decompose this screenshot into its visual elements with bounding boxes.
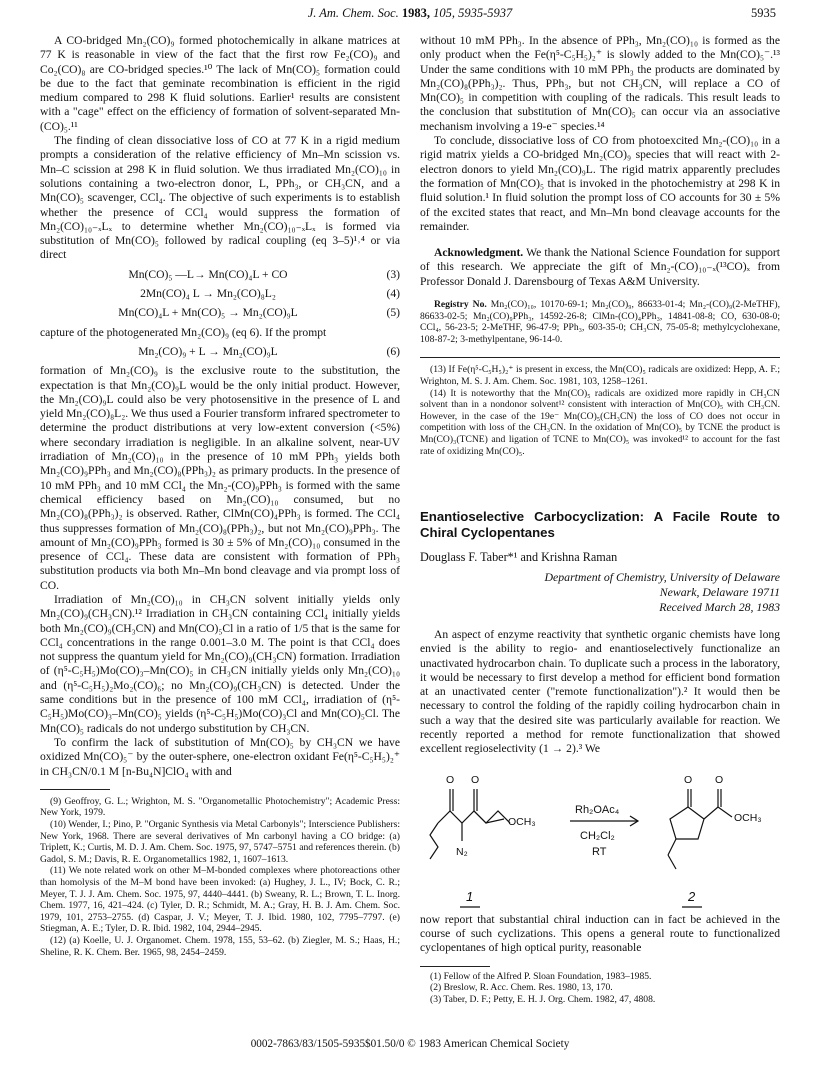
paragraph: A CO-bridged Mn₂(CO)₉ formed photochemically in alkane matrices at 77 K is reasonable in view of the fact that the first row Fe₂(CO)₉ and Co₂(CO)₈ are CO-bridged species.¹⁰ The lack of Mn(CO)₅ formation could be due to the fact that geminate recombination is efficient in the rigid medium compared to 298 K fluid solutions. Earlier¹ results are consistent with a "cage" effect on the efficiency of formation of solvent-separated Mn-(CO)₅.¹¹: [40, 34, 400, 133]
methoxy-label: OCH₃: [734, 811, 762, 824]
paragraph: Irradiation of Mn₂(CO)₁₀ in CH₃CN solvent initially yields only Mn₂(CO)₉(CH₃CN).¹² Irradiation in CH₃CN containing CCl₄ initially yields both Mn₂(CO)₉(CH₃CN) and Mn(CO)₅Cl in a ratio of 1/5 that is the same for CCl₄ concentrations in the range 0.001–3.0 M. The point is that CCl₄ does not suppress the quantum yield for Mn₂(CO)₉(CH₃CN) formation. Irradiation of (η⁵-C₅H₅)Mo(CO)₃–Mn(CO)₅ in CH₃CN initially yields only Mn₂(CO)₁₀ and (η⁵-C₅H₅)₂Mo₂(CO)₆; no Mn₂(CO)₉(CH₃CN) is detected. Under the same conditions but in the presence of 100 mM CCl₄, irradiation of (η⁵-C₅H₅)Mo(CO)₃–Mn(CO)₅ yields (η⁵-C₅H₅)Mo(CO)₃Cl and Mn(CO)₅Cl. The Mn(CO)₅ radicals do not undergo substitution by CH₃CN.: [40, 592, 400, 735]
equation-3: Mn(CO)₅ —L→ Mn(CO)₄L + CO (3): [128, 267, 400, 281]
footnote-11: (11) We note related work on other M–M-bonded complexes where photoreactions other than homolysis of the M–M bond have been invoked: (a) Hughey, J. L., IV; Bock, C. R.; Meyer, T. J. J. Am. Chem. Soc. 1975, 97, 4440–4441. (b) Sweany, R. L.; Brown, T. L. Inorg. Chem. 1977, 16, 421–424. (c) Tyler, D. R.; Schmidt, M. A.; Gray, H. B. J. Am. Chem. Soc. 1979, 101, 2753–2755. (d) Caspar, J. V.; Meyer, T. J. Ibid. 1980, 102, 7795–7797. (e) Stiegman, A. E.; Tyler, D. R. Ibid. 1982, 104, 2944–2945.: [40, 865, 400, 935]
reaction-scheme-drawing: [420, 763, 780, 913]
paragraph: now report that substantial chiral induction can in fact be achieved in the course of such cyclizations. This opens a general route to functionalized cyclopentanes of high optical purity, reasonable: [420, 912, 780, 955]
footnote-13: (13) If Fe(η⁵-C₅H₅)₂⁺ is present in excess, the Mn(CO)₅ radicals are oxidized: Hepp, A. F.; Wrighton, M. S. J. Am. Chem. Soc. 1981, 103, 1258–1261.: [420, 364, 780, 388]
chain-1: [438, 811, 510, 823]
compound-2-label: 2: [688, 888, 696, 904]
registry-numbers: Registry No. Mn₂(CO)₁₀, 10170-69-1; Mn₂(CO)₉, 86633-01-4; Mn₂-(CO)₉(2-MeTHF), 86633-02-5; Mn₂(CO)₉PPh₃, 14592-26-8; ClMn-(CO)₄PPh₃, 14841-08-8; CO, 630-08-0; CCl₄, 56-23-5; 2-MeTHF, 96-47-9; PPh₃, 603-35-0; CH₃CN, 75-05-8; methylcyclohexane, 108-87-2; 3-methylpentane, 96-14-0.: [420, 299, 780, 345]
oxygen-label: O: [715, 773, 724, 786]
reaction-scheme: [420, 763, 780, 913]
paragraph: To confirm the lack of substitution of Mn(CO)₅ by CH₃CN we have oxidized Mn(CO)₅⁻ by the outer-sphere, one-electron oxidant Fe(η⁵-C₅H₅)₂⁺ in CH₃CN/0.1 M [n-Bu₄N]ClO₄ with and: [40, 735, 400, 778]
temperature-label: RT: [592, 845, 607, 858]
footnotes-left: [40, 796, 400, 958]
diazo-label: N₂: [456, 845, 468, 858]
solvent-label: CH₂Cl₂: [580, 829, 615, 842]
paragraph: The finding of clean dissociative loss of CO at 77 K in a rigid medium prompts a consideration of the relative efficiency of Mn–Mn scission vs. Mn–C scission at 298 K in fluid solution. We thus irradiated Mn₂(CO)₁₀ in solutions containing a two-electron donor, L, PPh₃, or CH₃CN, and a Mn(CO)₅ scavenger, CCl₄. The objective of such experiments is to establish whether the presence of CCl₄ would suppress the formation of Mn₂(CO)₁₀₋ₓLₓ to determine whether Mn₂(CO)₁₀₋ₓLₓ is formed via substitution of Mn(CO)₅ followed by radical coupling (eq 3–5)¹˒⁴ or via direct: [40, 134, 400, 262]
equation-6: Mn₂(CO)₉ + L → Mn₂(CO)₉L (6): [138, 344, 400, 358]
paragraph: capture of the photogenerated Mn₂(CO)₉ (eq 6). If the prompt: [40, 325, 327, 339]
footnote-divider: [40, 789, 110, 790]
paragraph: An aspect of enzyme reactivity that synthetic organic chemists have long envied is the ability to regio- and enantioselectively functionalize an unactivated hydrocarbon chain. To duplicate such a process in the laboratory, it would be necessary to first develop a method for efficient bond formation at an unactivated center ("remote functionalization").² It would then be necessary to control the folding of the rapidly coiling hydrocarbon chain in such a way that the desired site was particularly available for reaction. We recently reported a method for remote functionalization that showed excellent regioselectivity (1 → 2).³ We: [420, 627, 780, 756]
reagent-label: Rh₂OAc₄: [575, 803, 620, 816]
footnote-10: (10) Wender, I.; Pino, P. "Organic Synthesis via Metal Carbonyls"; Interscience Publishers: New York, 1968. There are several derivatives of Mn carbonyl having a CO bridge: (a) Triplett, K.; Curtis, M. D. J. Am. Chem. Soc. 1975, 97, 5747–5751 and references therein. (b) Gadol, S. M.; Davis, R. E. Organometallics 1982, 1, 1607–1613.: [40, 819, 400, 865]
footnote-1: (1) Fellow of the Alfred P. Sloan Foundation, 1983–1985.: [430, 970, 652, 982]
footnotes-right-top: [420, 364, 780, 457]
oxygen-label: O: [684, 773, 693, 786]
footnote-3: (3) Taber, D. F.; Petty, E. H. J. Org. Chem. 1982, 47, 4808.: [430, 993, 656, 1005]
right-column: [420, 34, 780, 1005]
page-number: 5935: [751, 6, 776, 20]
acknowledgment: Acknowledgment. We thank the National Science Foundation for support of this research. We appreciate the gift of Mn₂-(CO)₁₀₋ₓ(¹³CO)ₓ from Professor Donald J. Darensbourg of Texas A&M University.: [420, 246, 780, 288]
journal-citation: J. Am. Chem. Soc. 1983, 105, 5935-5937: [307, 6, 513, 20]
affiliation: Department of Chemistry, University of Delaware Newark, Delaware 19711: [544, 570, 780, 600]
footnote-12: (12) (a) Koelle, U. J. Organomet. Chem. 1978, 155, 53–62. (b) Ziegler, M. S.; Haas, H.; Sheline, R. K. Chem. Ber. 1965, 98, 2454–2459.: [40, 934, 400, 958]
article-title: Enantioselective Carbocyclization: A Facile Route to Chiral Cyclopentanes: [420, 509, 780, 540]
methoxy-label: OCH₃: [508, 815, 536, 828]
left-column: [40, 34, 400, 958]
equation-5: Mn(CO)₄L + Mn(CO)₅ → Mn₂(CO)₉L (5): [118, 306, 400, 320]
footnote-divider: [420, 966, 490, 967]
authors: Douglass F. Taber*¹ and Krishna Raman: [420, 550, 618, 565]
compound-1-label: 1: [466, 888, 474, 904]
paragraph: without 10 mM PPh₃. In the absence of PPh₃, Mn₂(CO)₁₀ is formed as the only product when the Fe(η⁵-C₅H₅)₂⁺ is slowly added to the Mn(CO)₅⁻.¹³ Under the same conditions with 10 mM PPh₃ the products are dominated by Mn₂(CO)₈(PPh₃)₂. Thus, PPh₃, but not CH₃CN, will replace a CO of Mn(CO)₅ in competition with coupling of the radicals. This result leads to the conclusion that substitution of Mn(CO)₅ can occur via an associative mechanism involving a 19-e⁻ species.¹⁴: [420, 34, 780, 133]
page-footer: 0002-7863/83/1505-5935$01.50/0 © 1983 American Chemical Society: [250, 1038, 570, 1050]
cyclopentane-ring: [670, 807, 704, 839]
running-header: [0, 6, 820, 26]
oxygen-label: O: [471, 773, 480, 786]
footnote-2: (2) Breslow, R. Acc. Chem. Res. 1980, 13, 170.: [430, 982, 613, 994]
footnote-9: (9) Geoffroy, G. L.; Wrighton, M. S. "Organometallic Photochemistry"; Academic Press: New York, 1979.: [40, 795, 400, 819]
footnote-14: (14) It is noteworthy that the Mn(CO)₅ radicals are oxidized more rapidly in CH₃CN solvent than in a nondonor solvent¹² consistent with interaction of Mn(CO)₅ with CH₃CN. However, in the case of the 19e⁻ Mn(CO)₅(CH₃CN) the loss of CO does not occur in competition with loss of the CH₃CN. In the oxidation of Mn(CO)₅ by TCNE the product is Mn(CO)₃(TCNE) and ligation of TCNE to Mn(CO)₅ was invoked¹² to account for the fast rate of oxidizing Mn(CO)₅.: [420, 387, 780, 457]
footnote-divider: [420, 357, 780, 358]
equation-4: 2Mn(CO)₄ L → Mn₂(CO)₈L₂ (4): [140, 287, 400, 301]
oxygen-label: O: [446, 773, 455, 786]
paragraph: formation of Mn₂(CO)₉ is the exclusive route to the substitution, the expectation is that Mn₂(CO)₉L would be the only initial product. However, the Mn₂(CO)₉L could also be very photosensitive in the presence of L and yield Mn₂(CO)₈L₂. We thus used a Fourier transform infrared spectrometer to determine the product distributions at very low-extent conversion (<5%) where secondary irradiation is negligible. In an alkaline solvent, near-UV irradiation of Mn₂(CO)₁₀ in the presence of 10 mM PPh₃ yields both Mn₂(CO)₉PPh₃ and Mn₂(CO)₈(PPh₃)₂ as primary products. In the presence of 10 mM PPh₃ and 10 mM CCl₄ the Mn₂-(CO)₉PPh₃ is formed with the same chemical efficiency based on Mn₂(CO)₁₀ consumed, but no Mn₂(CO)₈(PPh₃)₂ is observed. Rather, ClMn(CO)₄PPh₃ is formed. The CCl₄ thus suppresses formation of Mn₂(CO)₈(PPh₃)₂, but not Mn₂(CO)₉PPh₃. The amount of Mn₂(CO)₉PPh₃ formed is 30 ± 5% of Mn₂(CO)₁₀ consumed in the presence of CCl₄. These data are consistent with formation of PPh₃ substitution products via both Mn–Mn bond cleavage and via prompt loss of CO.: [40, 364, 400, 592]
received-date: Received March 28, 1983: [659, 599, 780, 614]
footnotes-right-bottom: [420, 971, 780, 1006]
paragraph: To conclude, dissociative loss of CO from photoexcited Mn₂-(CO)₁₀ in a rigid matrix yields a CO-bridged Mn₂(CO)₉ species that will react with 2-electron donors to yield Mn₂(CO)₉L. The rigid matrix apparently precludes the formation of Mn(CO)₅ that is invoked in the photochemistry at 298 K in fluid solution.¹ In fluid solution the prompt loss of CO accounts for 30 ± 5% of the excited states that react, and Mn–Mn bond cleavage accounts for the remainder.: [420, 134, 780, 233]
